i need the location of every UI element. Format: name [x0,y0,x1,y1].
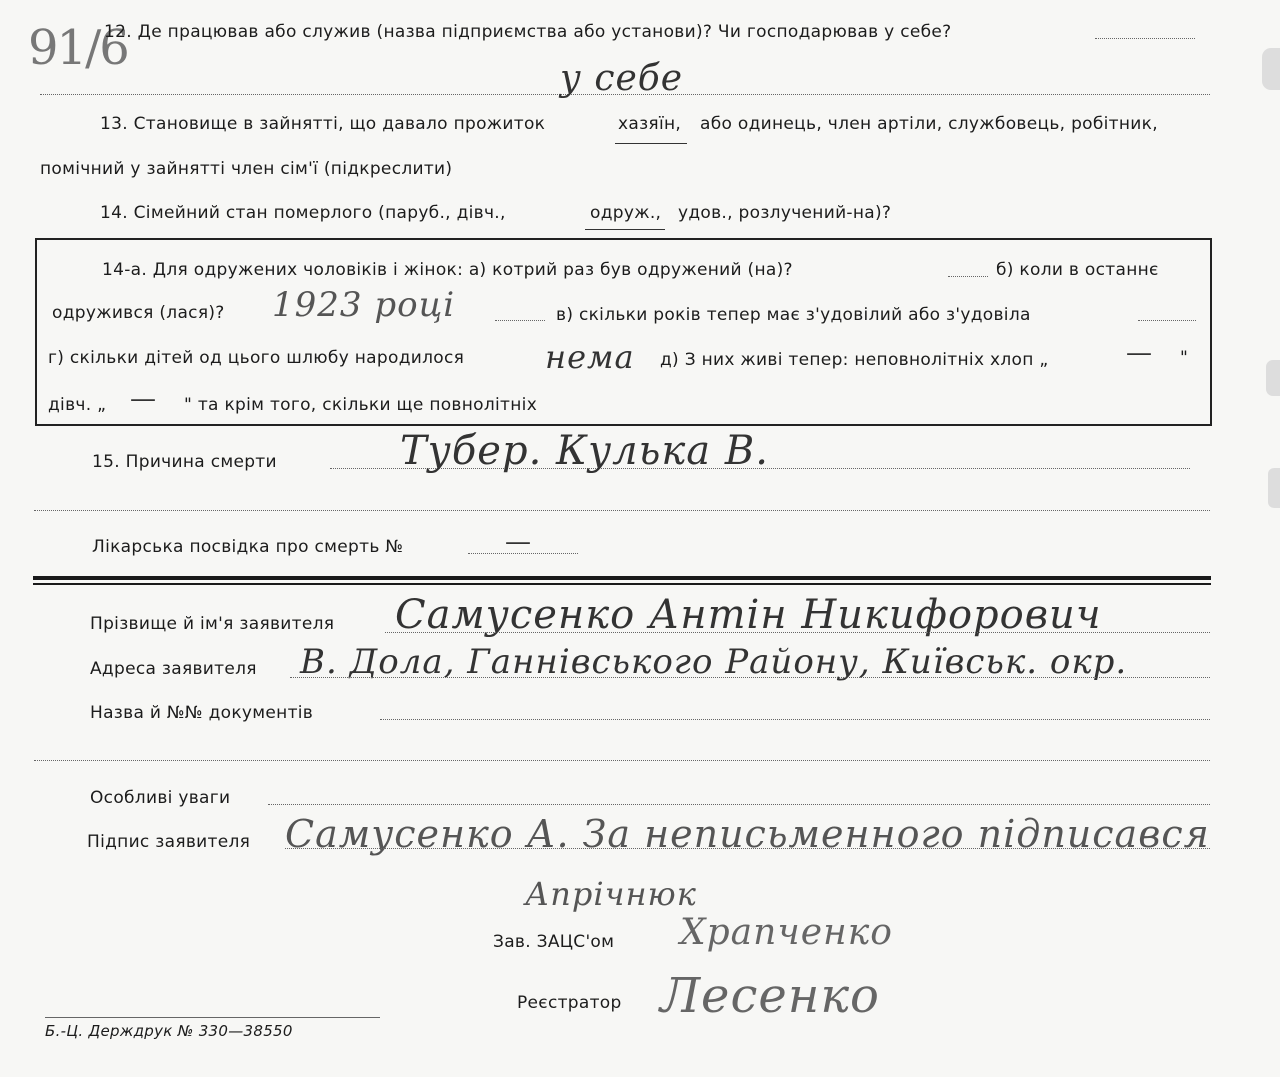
underline-mark [585,229,665,230]
question-14-part-c: удов., розлучений-на)? [678,203,892,223]
head-label: Зав. ЗАЦС'ом [493,932,615,952]
applicant-signature: Самусенко А. За неписьменного підписався [285,812,1210,856]
section-divider-bottom [33,583,1211,585]
punch-hole [1268,468,1280,508]
footer-line [45,1017,380,1018]
question-14a-line-2: одружився (лася)? [52,303,225,323]
printer-imprint: Б.-Ц. Держдрук № 330—38550 [45,1022,293,1040]
question-14a-line-3c: " [1180,348,1189,368]
section-divider-top [33,576,1211,580]
registrar-label: Реєстратор [517,993,622,1013]
punch-hole [1262,48,1280,90]
question-13-part-c: або одинець, член артіли, службовець, робітник, [700,114,1158,134]
documents-line-2 [34,760,1210,761]
applicant-name: Самусенко Антін Никифорович [395,592,1102,638]
question-14a-line-3: г) скільки дітей од цього шлюбу народилося [48,348,465,368]
question-14a-line-1b: б) коли в останнє [996,260,1159,280]
question-14a-line-4b: " та крім того, скільки ще повнолітніх [184,395,538,415]
underline-mark [615,143,687,144]
medical-certificate-label: Лікарська посвідка про смерть № [92,537,404,557]
question-13-part-a: 13. Становище в зайнятті, що давало прожиток [100,114,546,134]
signer-name: Апрічнюк [525,875,697,913]
q14a-years-line [1138,320,1196,321]
q14a-year-line [495,320,545,321]
corner-mark: 91/6 [28,20,128,76]
question-15: 15. Причина смерти [92,452,277,472]
girls-count: — [130,384,157,414]
question-12: 12. Де працював або служив (назва підприємства або установи)? Чи господарював у себе? [104,22,952,42]
applicant-address-line [290,677,1210,678]
children-count: нема [545,338,635,376]
question-14a-line-4: дівч. „ [48,395,107,415]
remarks-label: Особливі уваги [90,788,231,808]
applicant-address: В. Дола, Ганнівського Району, Київськ. окр. [300,642,1128,682]
head-signature: Храпченко [680,912,893,953]
q12-answer: у себе [560,58,684,99]
q15-line-2 [34,510,1210,511]
question-14a-line-3b: д) З них живі тепер: неповнолітніх хлоп „ [660,350,1049,370]
q14a-times-line [948,276,988,277]
punch-hole [1266,360,1280,396]
question-13-line-2: помічний у зайнятті член сім'ї (підкреслити) [40,159,453,179]
question-14-underlined-option: одруж., [590,203,662,223]
applicant-name-label: Прізвище й ім'я заявителя [90,614,335,634]
question-14a-line-1: 14-а. Для одружених чоловіків і жінок: а) котрий раз був одружений (на)? [102,260,793,280]
signature-line [285,848,1210,849]
question-14-part-a: 14. Сімейний стан померлого (паруб., дівч., [100,203,506,223]
remarks-line [268,804,1210,805]
q12-dotline [1095,38,1195,39]
marriage-year: 1923 році [272,285,456,325]
applicant-name-line [385,632,1210,633]
question-13-underlined-option: хазяїн, [618,114,682,134]
documents-line [380,719,1210,720]
signature-label: Підпис заявителя [87,832,251,852]
documents-label: Назва й №№ документів [90,703,314,723]
applicant-address-label: Адреса заявителя [90,659,257,679]
cause-of-death: Тубер. Кулька В. [400,428,769,474]
registrar-signature: Лесенко [660,968,880,1024]
medical-number: — [505,527,532,557]
boys-count: — [1126,338,1153,368]
question-14a-line-2b: в) скільки років тепер має з'удовілий або з'удовіла [556,305,1031,325]
